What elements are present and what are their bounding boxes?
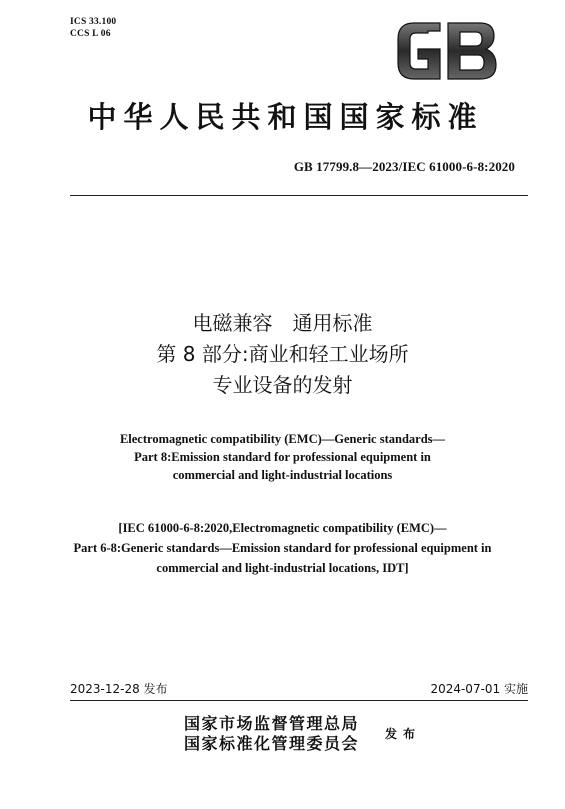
issuer-samr: 国家市场监督管理总局 — [184, 714, 360, 733]
ics-code: ICS 33.100 — [70, 17, 117, 27]
classification-codes — [70, 16, 116, 40]
chinese-title — [0, 308, 565, 401]
english-title — [0, 430, 565, 484]
footer-divider — [70, 700, 528, 701]
publish-label: 发布 — [385, 727, 422, 741]
chinese-title-line-2: 第 8 部分:商业和轻工业场所 — [156, 342, 409, 366]
english-title-line-3: commercial and light-industrial locations — [172, 468, 393, 482]
issuer-sac: 国家标准化管理委员会 — [184, 734, 360, 753]
english-title-line-2: Part 8:Emission standard for professional equipment in — [134, 450, 431, 464]
issue-date: 2023-12-28 发布 — [70, 682, 168, 696]
adoption-line-2: Part 6-8:Generic standards—Emission standard for professional equipment in — [73, 541, 492, 555]
implementation-date: 2024-07-01 实施 — [430, 682, 528, 696]
adoption-statement — [0, 518, 565, 578]
english-title-line-1: Electromagnetic compatibility (EMC)—Generic standards— — [119, 432, 446, 446]
ccs-code: CCS L 06 — [70, 29, 111, 39]
gb-logo — [394, 15, 500, 87]
standard-title: 中华人民共和国国家标准 — [87, 100, 484, 134]
chinese-title-line-3: 专业设备的发射 — [212, 373, 353, 397]
standard-number: GB 17799.8—2023/IEC 61000-6-8:2020 — [293, 159, 515, 174]
chinese-title-line-1: 电磁兼容 通用标准 — [192, 311, 373, 335]
header-divider — [70, 195, 528, 196]
issuing-authorities — [184, 714, 359, 754]
adoption-line-1: [IEC 61000-6-8:2020,Electromagnetic compatibility (EMC)— — [118, 521, 447, 535]
svg-text:GB: GB — [444, 84, 447, 86]
adoption-line-3: commercial and light-industrial locations, IDT] — [156, 561, 409, 575]
